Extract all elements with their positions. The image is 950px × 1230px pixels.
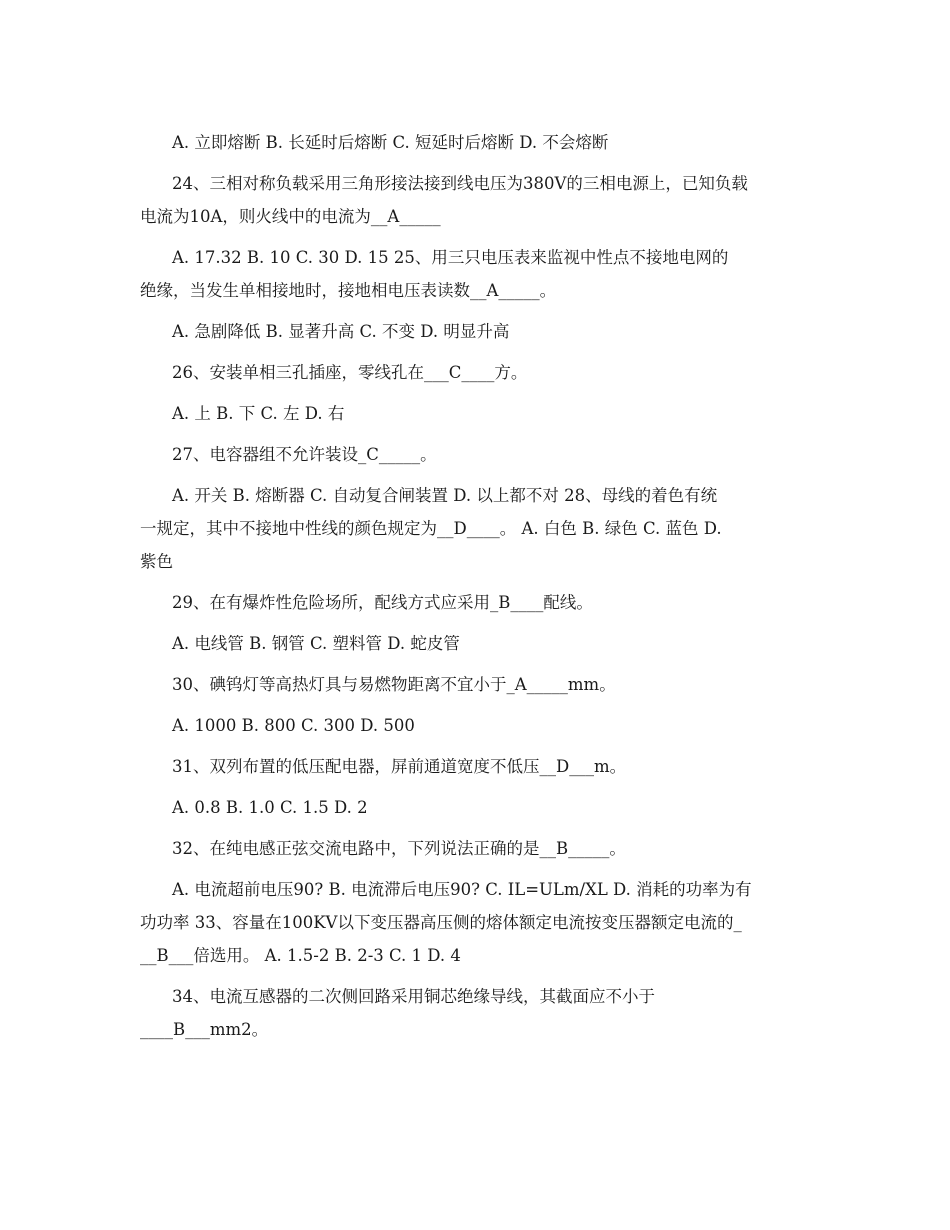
answer-options-q23: A. 立即熔断 B. 长延时后熔断 C. 短延时后熔断 D. 不会熔断 xyxy=(172,133,609,152)
question-28-cont: 一规定，其中不接地中性线的颜色规定为__D____。 A. 白色 B. 绿色 C. 蓝色 D. xyxy=(140,519,722,538)
question-27: 27、电容器组不允许装设_C_____。 xyxy=(172,445,437,464)
question-33: 功功率 33、容量在100KV以下变压器高压侧的熔体额定电流按变压器额定电流的_ xyxy=(140,913,742,932)
answer-options-q30: A. 1000 B. 800 C. 300 D. 500 xyxy=(172,716,415,735)
question-32: 32、在纯电感正弦交流电路中，下列说法正确的是__B_____。 xyxy=(172,839,626,858)
question-24-cont: 电流为10A，则火线中的电流为__A_____ xyxy=(140,207,441,226)
answer-options-q26: A. 上 B. 下 C. 左 D. 右 xyxy=(172,404,345,423)
question-28-cont-2: 紫色 xyxy=(140,552,173,571)
question-34-cont: ____B___mm2。 xyxy=(140,1020,269,1039)
answer-options-q29: A. 电线管 B. 钢管 C. 塑料管 D. 蛇皮管 xyxy=(172,634,460,653)
document-body xyxy=(140,128,812,1056)
question-26: 26、安装单相三孔插座，零线孔在___C____方。 xyxy=(172,363,528,382)
answer-options-q25: A. 急剧降低 B. 显著升高 C. 不变 D. 明显升高 xyxy=(172,322,510,341)
answer-options-q32: A. 电流超前电压90? B. 电流滞后电压90? C. IL=ULm/XL D. 消耗的功率为有 xyxy=(172,880,752,899)
question-34: 34、电流互感器的二次侧回路采用铜芯绝缘导线，其截面应不小于 xyxy=(172,987,655,1006)
question-29: 29、在有爆炸性危险场所，配线方式应采用_B____配线。 xyxy=(172,593,593,612)
question-24: 24、三相对称负载采用三角形接法接到线电压为380V的三相电源上，已知负载 xyxy=(172,174,748,193)
question-25-cont: 绝缘，当发生单相接地时，接地相电压表读数__A_____。 xyxy=(140,281,557,300)
answer-options-q31: A. 0.8 B. 1.0 C. 1.5 D. 2 xyxy=(172,798,368,817)
answer-options-q27-question-28: A. 开关 B. 熔断器 C. 自动复合闸装置 D. 以上都不对 28、母线的着色有统 xyxy=(172,486,718,505)
question-33-cont: __B___倍选用。 A. 1.5-2 B. 2-3 C. 1 D. 4 xyxy=(140,946,461,965)
question-31: 31、双列布置的低压配电器，屏前通道宽度不低压__D___m。 xyxy=(172,757,627,776)
answer-options-q24-question-25: A. 17.32 B. 10 C. 30 D. 15 25、用三只电压表来监视中性点不接地电网的 xyxy=(172,248,729,267)
question-30: 30、碘钨灯等高热灯具与易燃物距离不宜小于_A_____mm。 xyxy=(172,675,616,694)
